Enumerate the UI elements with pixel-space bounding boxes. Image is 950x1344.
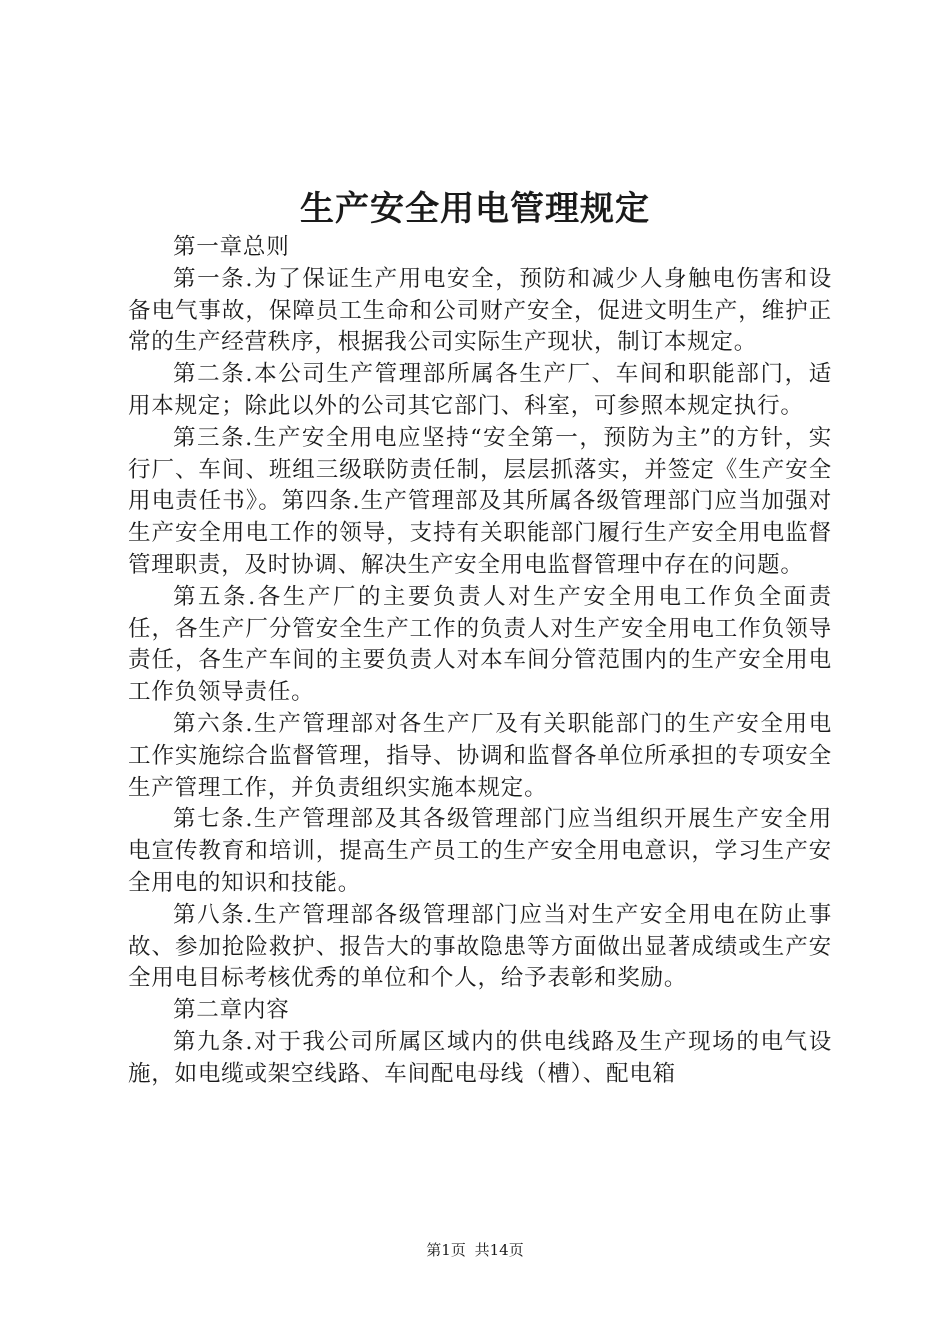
page-footer: [0, 1240, 950, 1260]
chapter-heading: 第一章总则: [173, 234, 290, 260]
page-number: 第1页: [426, 1241, 466, 1259]
article-paragraph: 第九条.对于我公司所属区域内的供电线路及生产现场的电气设施，如电缆或架空线路、车间配电母线（槽）、配电箱: [128, 1028, 832, 1087]
article-paragraph: 第二条.本公司生产管理部所属各生产厂、车间和职能部门，适用本规定；除此以外的公司其它部门、科室，可参照本规定执行。: [128, 361, 832, 419]
article-paragraph: 第六条.生产管理部对各生产厂及有关职能部门的生产安全用电工作实施综合监督管理，指导、协调和监督各单位所承担的专项安全生产管理工作，并负责组织实施本规定。: [128, 710, 832, 801]
page-total: 共14页: [474, 1241, 524, 1259]
chapter-heading: 第二章内容: [173, 997, 290, 1024]
article-paragraph: 第三条.生产安全用电应坚持“安全第一，预防为主”的方针，实行厂、车间、班组三级联防责任制，层层抓落实，并签定《生产安全用电责任书》。第四条.生产管理部及其所属各级管理部门应当加强对生产安全用电工作的领导，支持有关职能部门履行生产安全用电监督管理职责，及时协调、解决生产安全用电监督管理中存在的问题。: [128, 424, 832, 578]
article-paragraph: 第八条.生产管理部各级管理部门应当对生产安全用电在防止事故、参加抢险救护、报告大的事故隐患等方面做出显著成绩或生产安全用电目标考核优秀的单位和个人，给予表彰和奖励。: [128, 901, 832, 992]
document-body: [128, 232, 832, 1091]
article-paragraph: 第一条.为了保证生产用电安全，预防和减少人身触电伤害和设备电气事故，保障员工生命和公司财产安全，促进文明生产，维护正常的生产经营秩序，根据我公司实际生产现状，制订本规定。: [128, 265, 832, 356]
article-paragraph: 第五条.各生产厂的主要负责人对生产安全用电工作负全面责任，各生产厂分管安全生产工作的负责人对生产安全用电工作负领导责任，各生产车间的主要负责人对本车间分管范围内的生产安全用电工作负领导责任。: [128, 583, 832, 706]
document-title: 生产安全用电管理规定: [300, 189, 650, 229]
article-paragraph: 第七条.生产管理部及其各级管理部门应当组织开展生产安全用电宣传教育和培训，提高生产员工的生产安全用电意识，学习生产安全用电的知识和技能。: [128, 806, 832, 896]
